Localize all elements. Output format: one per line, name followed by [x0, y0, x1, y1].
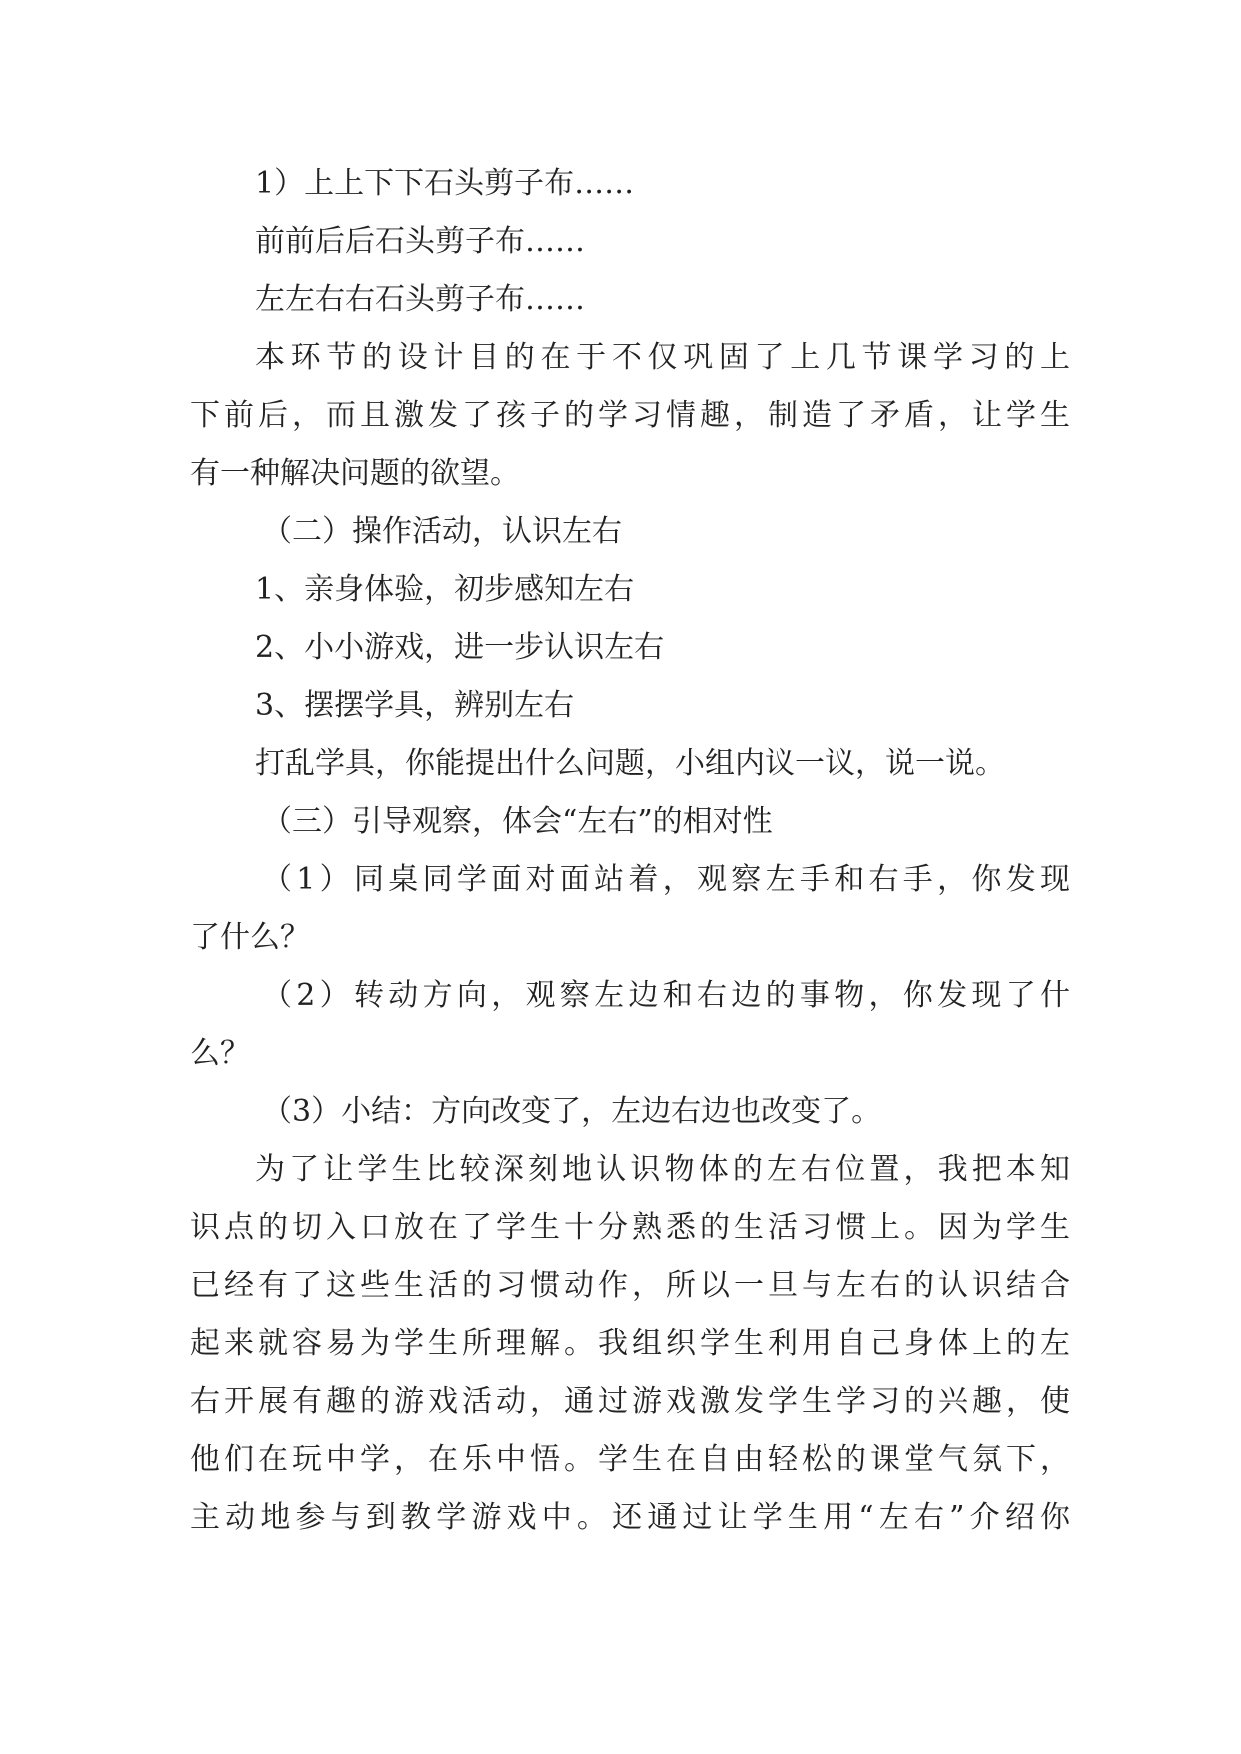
text-line: 下前后，而且激发了孩子的学习情趣，制造了矛盾，让学生: [190, 398, 1070, 433]
text-line: 打乱学具，你能提出什么问题，小组内议一议，说一说。: [255, 746, 1005, 781]
text-line: 1、亲身体验，初步感知左右: [255, 572, 635, 607]
text-line: 前前后后石头剪子布……: [255, 224, 585, 259]
text-line: 有一种解决问题的欲望。: [190, 456, 520, 491]
text-line: 1）上上下下石头剪子布……: [255, 166, 635, 201]
section-heading: （三）引导观察，体会“左右”的相对性: [262, 804, 773, 839]
section-heading: （二）操作活动，认识左右: [262, 514, 622, 549]
text-line: （1）同桌同学面对面站着，观察左手和右手，你发现: [262, 862, 1070, 897]
text-line: 本环节的设计目的在于不仅巩固了上几节课学习的上: [255, 340, 1070, 375]
text-line: 么？: [190, 1036, 250, 1071]
text-line: 左左右右石头剪子布……: [255, 282, 585, 317]
text-line: 右开展有趣的游戏活动，通过游戏激发学生学习的兴趣，使: [190, 1384, 1070, 1419]
text-line: 2、小小游戏，进一步认识左右: [255, 630, 665, 665]
text-line: 识点的切入口放在了学生十分熟悉的生活习惯上。因为学生: [190, 1210, 1070, 1245]
text-line: 他们在玩中学，在乐中悟。学生在自由轻松的课堂气氛下，: [190, 1442, 1070, 1477]
text-line: （3）小结：方向改变了，左边右边也改变了。: [262, 1094, 882, 1129]
text-line: 主动地参与到教学游戏中。还通过让学生用“左右”介绍你: [190, 1500, 1070, 1535]
text-line: 了什么？: [190, 920, 310, 955]
text-line: 为了让学生比较深刻地认识物体的左右位置，我把本知: [255, 1152, 1070, 1187]
text-line: 起来就容易为学生所理解。我组织学生利用自己身体上的左: [190, 1326, 1070, 1361]
text-line: 已经有了这些生活的习惯动作，所以一旦与左右的认识结合: [190, 1268, 1070, 1303]
text-line: 3、摆摆学具，辨别左右: [255, 688, 575, 723]
text-line: （2）转动方向，观察左边和右边的事物，你发现了什: [262, 978, 1070, 1013]
